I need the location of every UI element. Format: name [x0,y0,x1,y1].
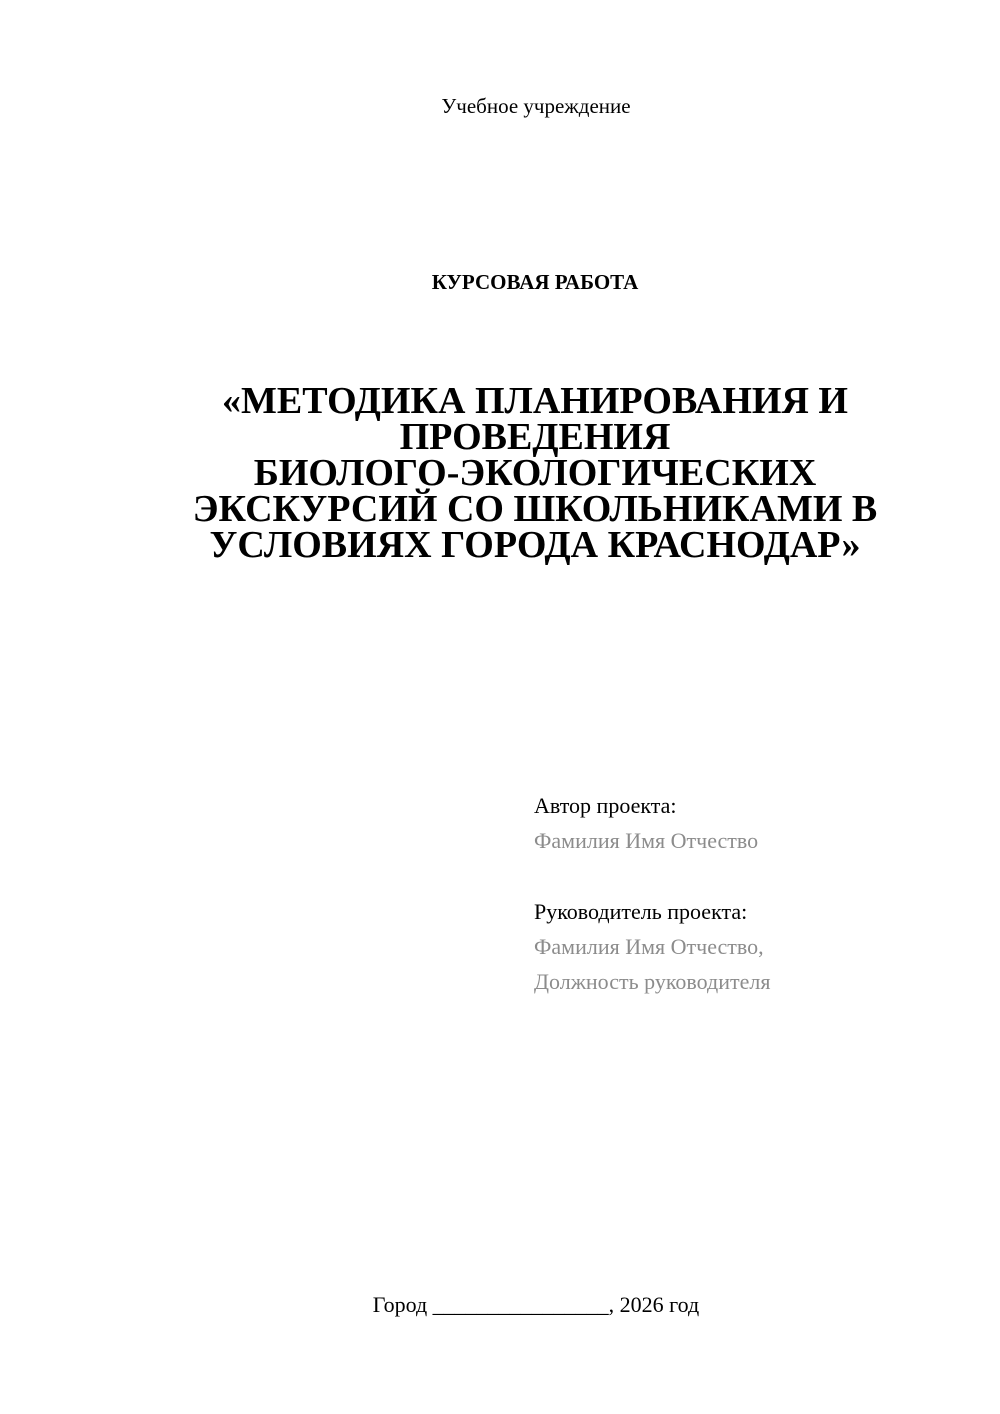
institution-name: Учебное учреждение [441,94,631,118]
work-type-heading: КУРСОВАЯ РАБОТА [431,270,639,294]
spacer [534,858,974,894]
work-title-line: БИОЛОГО-ЭКОЛОГИЧЕСКИХ [253,452,817,494]
supervisor-position: Должность руководителя [534,969,771,994]
author-name: Фамилия Имя Отчество [534,828,759,853]
author-label: Автор проекта: [534,793,677,818]
work-title-line: «МЕТОДИКА ПЛАНИРОВАНИЯ И [222,380,848,422]
people-block [534,788,974,999]
work-title-line: ПРОВЕДЕНИЯ [399,416,671,458]
work-title-line: ЭКСКУРСИЙ СО ШКОЛЬНИКАМИ В [192,488,878,530]
work-title-line: УСЛОВИЯХ ГОРОДА КРАСНОДАР» [209,524,861,566]
supervisor-name: Фамилия Имя Отчество, [534,934,764,959]
city-year-footer: Город ________________, 2026 год [372,1292,700,1317]
work-title [150,380,920,566]
supervisor-label: Руководитель проекта: [534,899,748,924]
